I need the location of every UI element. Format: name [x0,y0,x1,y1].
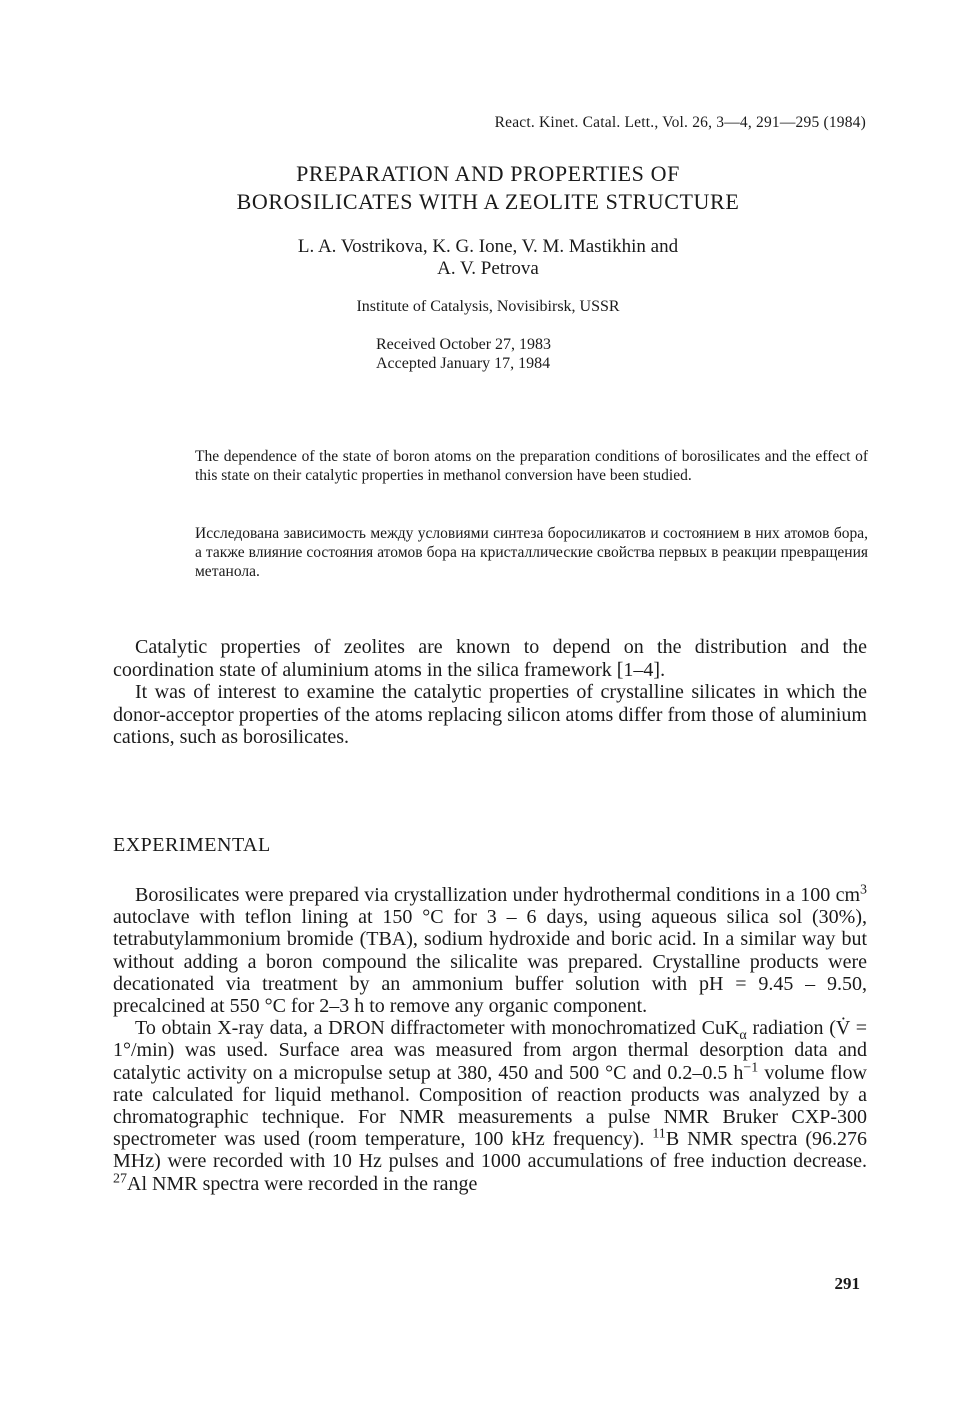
experimental-paragraph-2 [113,1017,867,1195]
intro-paragraph-2: It was of interest to examine the catalytic properties of crystalline silicates in which the donor-acceptor properties of the atoms replacing silicon atoms differ from those of aluminium cations, such as borosilicates. [113,681,867,748]
text-run: radiation (V̇ = 1°/min) was used. Surface area was measured from argon thermal desorption data and catalytic activity on a micropulse setup at 380, 450 and 500 °C and 0.2–0.5 h [113,1017,867,1084]
accepted-date: Accepted January 17, 1984 [376,355,551,372]
section-heading-experimental: EXPERIMENTAL [113,834,271,856]
subscript: α [739,1028,747,1044]
superscript: 11 [652,1126,666,1142]
title-line-1: PREPARATION AND PROPERTIES OF [296,161,680,186]
authors-line-1: L. A. Vostrikova, K. G. Ione, V. M. Mastikhin and [297,236,679,257]
experimental-section [113,884,867,1195]
introduction [113,636,867,749]
superscript: −1 [743,1059,759,1075]
experimental-paragraph-1 [113,884,867,1017]
text-run: B NMR spectra (96.276 MHz) were recorded with 10 Hz pulses and 1000 accumulations of free induction decrease. [113,1128,867,1173]
text-run: Borosilicates were prepared via crystallization under hydrothermal conditions in a 100 cm [135,884,860,906]
abstract-russian: Исследована зависимость между условиями синтеза боросиликатов и состоянием в них атомов бора, а также влияние состояния атомов бора на кристаллические свойства первых в реакции превращения метанола. [195,525,868,580]
abstract-english: The dependence of the state of boron atoms on the preparation conditions of borosilicates and the effect of this state on their catalytic properties in methanol conversion have been studied. [195,448,868,484]
received-date: Received October 27, 1983 [376,336,552,353]
title-line-2: BOROSILICATES WITH A ZEOLITE STRUCTURE [236,189,740,214]
text-run: Al NMR spectra were recorded in the range [127,1172,478,1195]
text-run: To obtain X-ray data, a DRON diffractometer with monochromatized CuK [135,1017,740,1040]
authors-line-2: A. V. Petrova [437,258,539,279]
manuscript-dates [376,335,551,373]
author-list [0,236,976,280]
page-number: 291 [834,1274,860,1293]
journal-reference: React. Kinet. Catal. Lett., Vol. 26, 3—4, 291—295 (1984) [494,114,866,131]
text-run: autoclave with teflon lining at 150 °C for 3 – 6 days, using aqueous silica sol (30%), tetrabutylammonium bromide (TBA), sodium hydroxide and boric acid. In a similar way but without adding a boron compound the silicalite was prepared. Crystalline products were decationated via treatment by an ammonium buffer solution with pH = 9.45 – 9.50, precalcined at 550 °C for 2–3 h to remove any organic component. [113,906,867,1018]
superscript: 3 [860,882,867,898]
text-run: volume flow rate calculated for liquid methanol. Composition of reaction products was analyzed by a chromatographic technique. For NMR measurements a pulse NMR Bruker CXP-300 spectrometer was used (room temperature, 100 kHz frequency). [113,1061,867,1151]
intro-paragraph-1: Catalytic properties of zeolites are known to depend on the distribution and the coordination state of aluminium atoms in the silica framework [1–4]. [113,636,867,681]
paper-title [0,160,976,216]
superscript: 27 [113,1170,127,1186]
affiliation: Institute of Catalysis, Novisibirsk, USSR [356,298,620,315]
